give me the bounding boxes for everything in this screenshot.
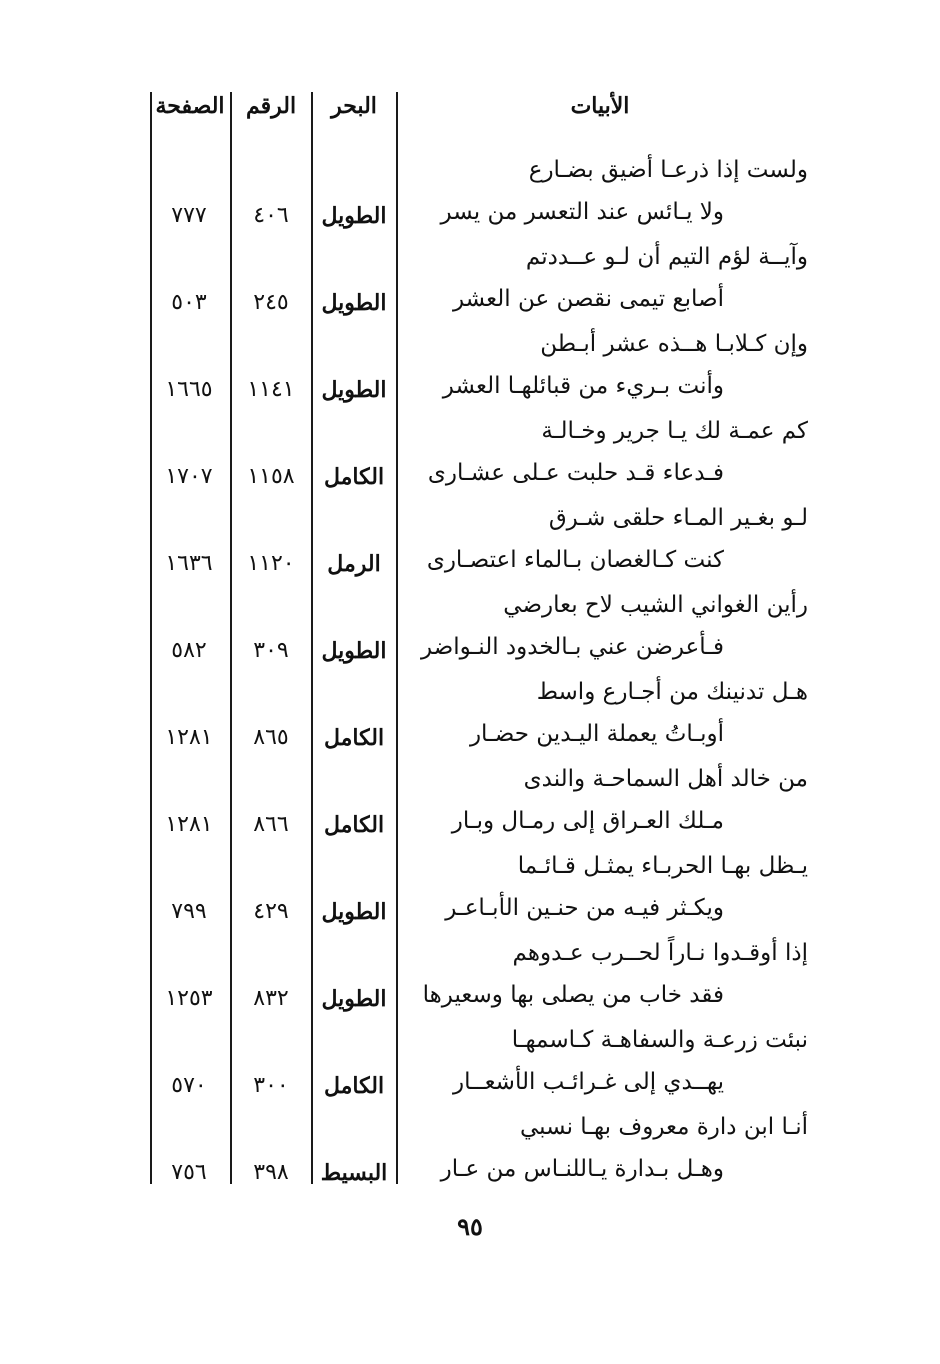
verse-first-hemistich: إذا أوقـدوا نـاراً لحــرب عـدوهم [512, 940, 808, 966]
meter-cell: البسيط [320, 1160, 388, 1186]
meter-cell: الكامل [323, 725, 385, 751]
page-cell: ٧٥٦ [171, 1160, 207, 1185]
verse-second-hemistich: مـلك العـراق إلى رمـال وبـار [451, 808, 724, 834]
verse-first-hemistich: نبئت زرعـة والسفاهـة كـاسمهـا [511, 1027, 808, 1053]
header-meter: البحر [331, 93, 377, 119]
verse-entry [0, 331, 940, 419]
number-cell: ١١٢٠ [247, 551, 295, 576]
page-cell: ١٦٦٥ [165, 377, 213, 402]
verse-entry [0, 418, 940, 506]
page-cell: ٥٨٢ [171, 638, 207, 663]
verse-second-hemistich: كنت كـالغصان بـالماء اعتصـارى [426, 547, 724, 573]
verse-entry [0, 244, 940, 332]
meter-cell: الكامل [323, 1073, 385, 1099]
header-page: الصفحة [155, 93, 225, 119]
page-cell: ١٢٨١ [165, 812, 213, 837]
verse-second-hemistich: وأنت بـريء من قبائلهـا العشر [442, 373, 724, 399]
number-cell: ٤٢٩ [253, 899, 289, 924]
meter-cell: الطويل [321, 203, 387, 229]
verse-second-hemistich: فقد خاب من يصلى بها وسعيرها [422, 982, 724, 1008]
verse-first-hemistich: يـظل بهـا الحربـاء يمثـل قـائـما [517, 853, 808, 879]
verse-entry [0, 157, 940, 245]
number-cell: ٣٩٨ [253, 1160, 289, 1185]
verse-entry [0, 1114, 940, 1202]
page-cell: ١٢٥٣ [165, 986, 213, 1011]
page-number: ٩٥ [457, 1212, 483, 1241]
number-cell: ٣٠٠ [253, 1073, 289, 1098]
number-cell: ٨٣٢ [253, 986, 289, 1011]
verse-second-hemistich: فـدعاء قـد حلبت عـلى عشـارى [427, 460, 724, 486]
verse-entry [0, 853, 940, 941]
verse-first-hemistich: وآيــة لؤم التيم أن لـو عــددتم [525, 244, 808, 270]
meter-cell: الطويل [321, 986, 387, 1012]
verse-entry [0, 1027, 940, 1115]
number-cell: ١١٤١ [247, 377, 295, 402]
meter-cell: الكامل [323, 812, 385, 838]
verse-second-hemistich: أصابع تيمى نقصن عن العشر [452, 286, 724, 312]
verse-first-hemistich: لـو بغـير المـاء حلقى شـرق [548, 505, 808, 531]
verse-second-hemistich: أوبـاتُ يعملة اليـدين حضـار [469, 721, 724, 747]
number-cell: ٨٦٦ [253, 812, 289, 837]
page-cell: ٥٠٣ [171, 290, 207, 315]
page-cell: ١٦٣٦ [165, 551, 213, 576]
verse-first-hemistich: هـل تدنينك من أجـارع واسط [536, 679, 808, 705]
verse-first-hemistich: أنـا ابن دارة معروف بهـا نسبي [519, 1114, 808, 1140]
number-cell: ٤٠٦ [253, 203, 289, 228]
header-verses: الأبيات [570, 93, 630, 119]
verse-second-hemistich: يهــدي إلى غـرائـب الأشعــار [453, 1069, 724, 1095]
meter-cell: الطويل [321, 638, 387, 664]
page-cell: ٧٩٩ [171, 899, 207, 924]
page-cell: ١٧٠٧ [165, 464, 213, 489]
verse-second-hemistich: ويكـثر فيـه من حنـين الأبـاعـر [445, 895, 724, 921]
verse-second-hemistich: فـأعرضن عني بـالخدود النـواضر [421, 634, 724, 660]
header-number: الرقم [245, 93, 297, 119]
verse-entry [0, 505, 940, 593]
verse-first-hemistich: ولست إذا ذرعـا أضيق بضـارع [528, 157, 808, 183]
page-cell: ١٢٨١ [165, 725, 213, 750]
meter-cell: الطويل [321, 290, 387, 316]
verse-entry [0, 679, 940, 767]
number-cell: ٨٦٥ [253, 725, 289, 750]
meter-cell: الطويل [321, 377, 387, 403]
verse-first-hemistich: وإن كـلابـا هــذه عشر أبـطن [540, 331, 808, 357]
page-cell: ٧٧٧ [171, 203, 207, 228]
verse-entry [0, 592, 940, 680]
verse-second-hemistich: وهـل بـدارة يـاللنـاس من عـار [440, 1156, 724, 1182]
meter-cell: الرمل [327, 551, 381, 577]
verse-second-hemistich: ولا يـائس عند التعسر من يسر [440, 199, 724, 225]
number-cell: ٣٠٩ [253, 638, 289, 663]
verse-entry [0, 766, 940, 854]
verse-first-hemistich: من خالد أهل السماحـة والندى [523, 766, 808, 792]
verse-first-hemistich: رأين الغواني الشيب لاح بعارضي [503, 592, 808, 618]
number-cell: ٢٤٥ [253, 290, 289, 315]
number-cell: ١١٥٨ [247, 464, 295, 489]
meter-cell: الطويل [321, 899, 387, 925]
verse-entry [0, 940, 940, 1028]
meter-cell: الكامل [323, 464, 385, 490]
verse-first-hemistich: كم عمـة لك يـا جرير وخـالـة [541, 418, 808, 444]
page-cell: ٥٧٠ [171, 1073, 207, 1098]
